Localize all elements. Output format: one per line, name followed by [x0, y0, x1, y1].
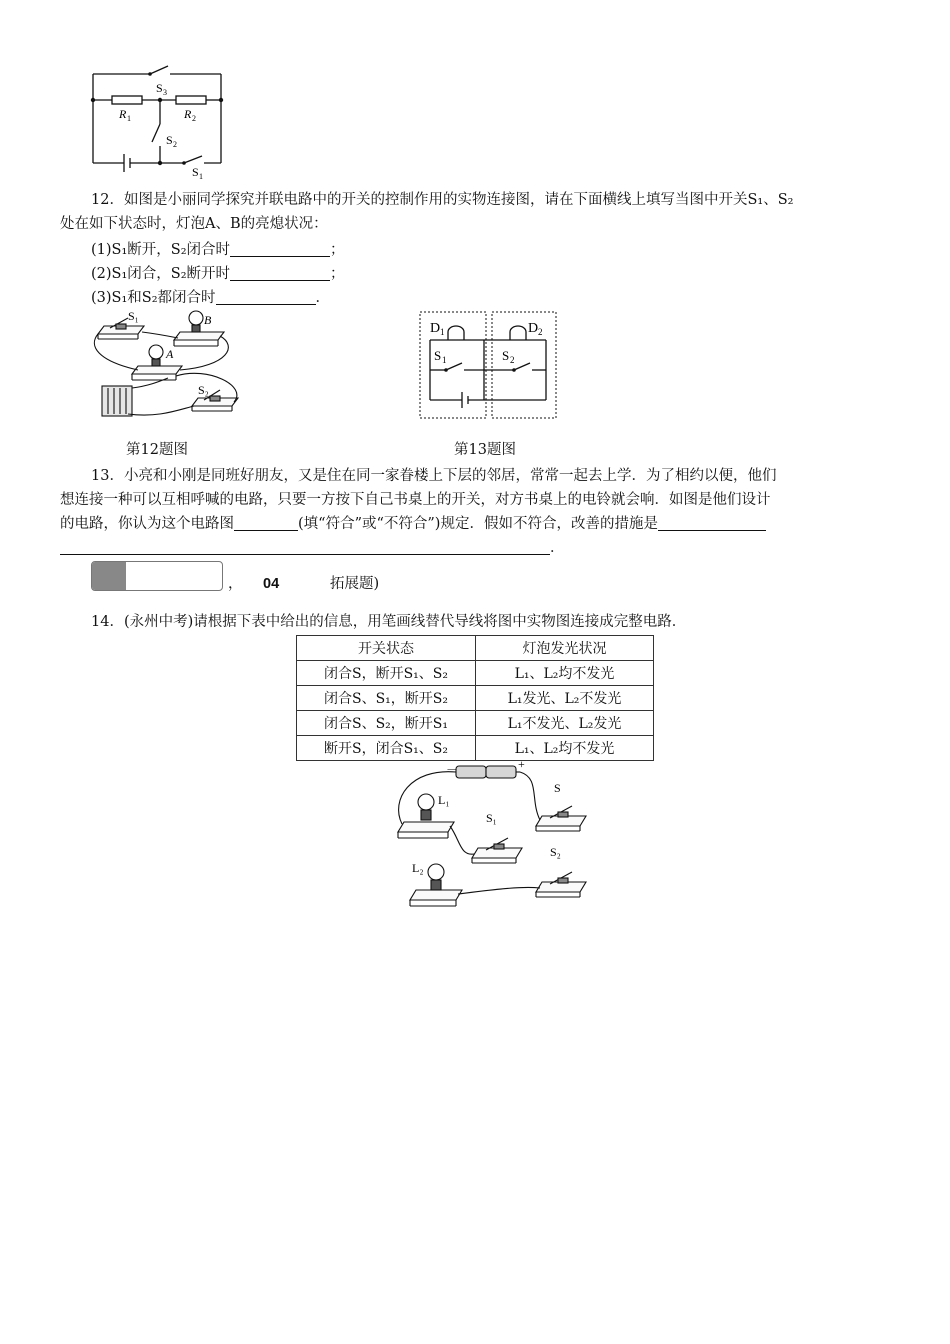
- q13-s2-label: S: [502, 348, 510, 363]
- d2-sub: 2: [538, 327, 543, 337]
- q13-line2: 想连接一种可以互相呼喊的电路，只要一方按下自己书桌上的开关，对方书桌上的电铃就会响．如图是他们设计: [60, 492, 771, 508]
- q12-answer-blank-1[interactable]: [230, 240, 330, 257]
- d1-label: D: [430, 321, 441, 336]
- r2-sub: 2: [192, 114, 196, 123]
- q13-line4: [60, 536, 565, 560]
- q14-number: 14．: [91, 614, 124, 630]
- q12-number: 12．: [91, 192, 124, 208]
- q14-label-l2: L₂: [412, 861, 424, 875]
- q13-s1-label: S: [434, 348, 442, 363]
- d1-sub: 1: [440, 327, 445, 337]
- q13-circuit-diagram: [418, 310, 560, 422]
- q12-answer-blank-3[interactable]: [216, 288, 316, 305]
- r1-label: R: [119, 107, 127, 121]
- table-cell: L₁、L₂均不发光: [476, 661, 654, 686]
- table-header-cell: 开关状态: [297, 636, 476, 661]
- r1-sub: 1: [127, 114, 131, 123]
- section-header-fill: [92, 562, 126, 590]
- s2-sub: 2: [173, 140, 177, 149]
- q12-stem-text: 如图是小丽同学探究并联电路中的开关的控制作用的实物连接图，请在下面横线上填写当图中开关S₁、S₂: [123, 192, 794, 208]
- d2-label: D: [528, 321, 539, 336]
- q12-label-s1: S₁: [128, 309, 139, 323]
- table-header-cell: 灯泡发光状况: [476, 636, 654, 661]
- q11-circuit-diagram: [80, 62, 240, 184]
- table-row: [297, 711, 654, 736]
- q13-answer-blank-3[interactable]: [60, 538, 550, 555]
- q12-stem-line2: 处在如下状态时，灯泡A、B的亮熄状况：: [60, 216, 328, 232]
- q12-answer-blank-2[interactable]: [230, 264, 330, 281]
- q12-item2-sep: ；: [330, 266, 345, 282]
- table-cell: 闭合S、S₂，断开S₁: [297, 711, 476, 736]
- q12-item1-text: (1)S₁断开，S₂闭合时: [91, 242, 231, 258]
- q13-number: 13．: [91, 468, 124, 484]
- q14-stem-text: (永州中考)请根据下表中给出的信息，用笔画线替代导线将图中实物图连接成完整电路．: [123, 614, 687, 630]
- q13-line3-text-a: 的电路，你认为这个电路图: [60, 516, 234, 532]
- q13-answer-blank-1[interactable]: [234, 514, 298, 531]
- q12-label-s2: S₂: [198, 383, 209, 397]
- table-row: [297, 736, 654, 761]
- q12-item3-end: ．: [315, 290, 331, 306]
- s1-label: S: [192, 165, 199, 179]
- q14-label-l1: L₁: [438, 793, 450, 807]
- q13-line1: [91, 464, 776, 488]
- q14-stem: [91, 610, 686, 634]
- section-comma: ，: [228, 576, 243, 592]
- q14-label-s2: S₂: [550, 845, 561, 859]
- q13-s1-sub: 1: [442, 355, 447, 365]
- q13-line1-text: 小亮和小刚是同班好朋友，又是住在同一家眷楼上下层的邻居，常常一起去上学．为了相约以便，他们: [123, 468, 777, 484]
- q13-end: ．: [550, 540, 565, 556]
- q12-label-b: B: [204, 313, 212, 327]
- q13-s2-sub: 2: [510, 355, 515, 365]
- table-cell: L₁不发光、L₂发光: [476, 711, 654, 736]
- section-title: 拓展题): [330, 576, 380, 592]
- battery-minus-label: －: [446, 763, 459, 777]
- s3-label: S: [156, 81, 163, 95]
- section-number: 04: [263, 576, 280, 592]
- battery-plus-label: +: [518, 760, 525, 771]
- q12-physical-circuit-figure: [88, 306, 248, 426]
- table-cell: 闭合S、S₁，断开S₂: [297, 686, 476, 711]
- table-cell: 闭合S，断开S₁、S₂: [297, 661, 476, 686]
- s2-label: S: [166, 133, 173, 147]
- table-cell: L₁发光、L₂不发光: [476, 686, 654, 711]
- q13-figure-caption: 第13题图: [454, 442, 516, 458]
- table-row: [297, 686, 654, 711]
- q12-figure-caption: 第12题图: [126, 442, 188, 458]
- table-row: [297, 661, 654, 686]
- q14-label-s: S: [554, 781, 561, 795]
- r2-label: R: [184, 107, 192, 121]
- q14-switch-lamp-table: [296, 635, 654, 761]
- s3-sub: 3: [163, 88, 167, 97]
- section-header-box: [91, 561, 223, 591]
- q14-label-s1: S₁: [486, 811, 497, 825]
- table-cell: 断开S，闭合S₁、S₂: [297, 736, 476, 761]
- q12-item1: [91, 238, 345, 262]
- table-header-row: [297, 636, 654, 661]
- q13-answer-blank-2[interactable]: [658, 514, 766, 531]
- q13-line3-text-b: (填“符合”或“不符合”)规定．假如不符合，改善的措施是: [298, 516, 658, 532]
- table-cell: L₁、L₂均不发光: [476, 736, 654, 761]
- q12-item1-sep: ；: [330, 242, 345, 258]
- q12-item2-text: (2)S₁闭合，S₂断开时: [91, 266, 231, 282]
- q13-line3: [60, 512, 766, 536]
- q12-item2: [91, 262, 345, 286]
- q14-physical-components-figure[interactable]: [390, 760, 620, 912]
- q12-stem-line1: [91, 188, 793, 212]
- q12-item3-text: (3)S₁和S₂都闭合时: [91, 290, 216, 306]
- q12-label-a: A: [166, 347, 174, 361]
- s1-sub: 1: [199, 172, 203, 181]
